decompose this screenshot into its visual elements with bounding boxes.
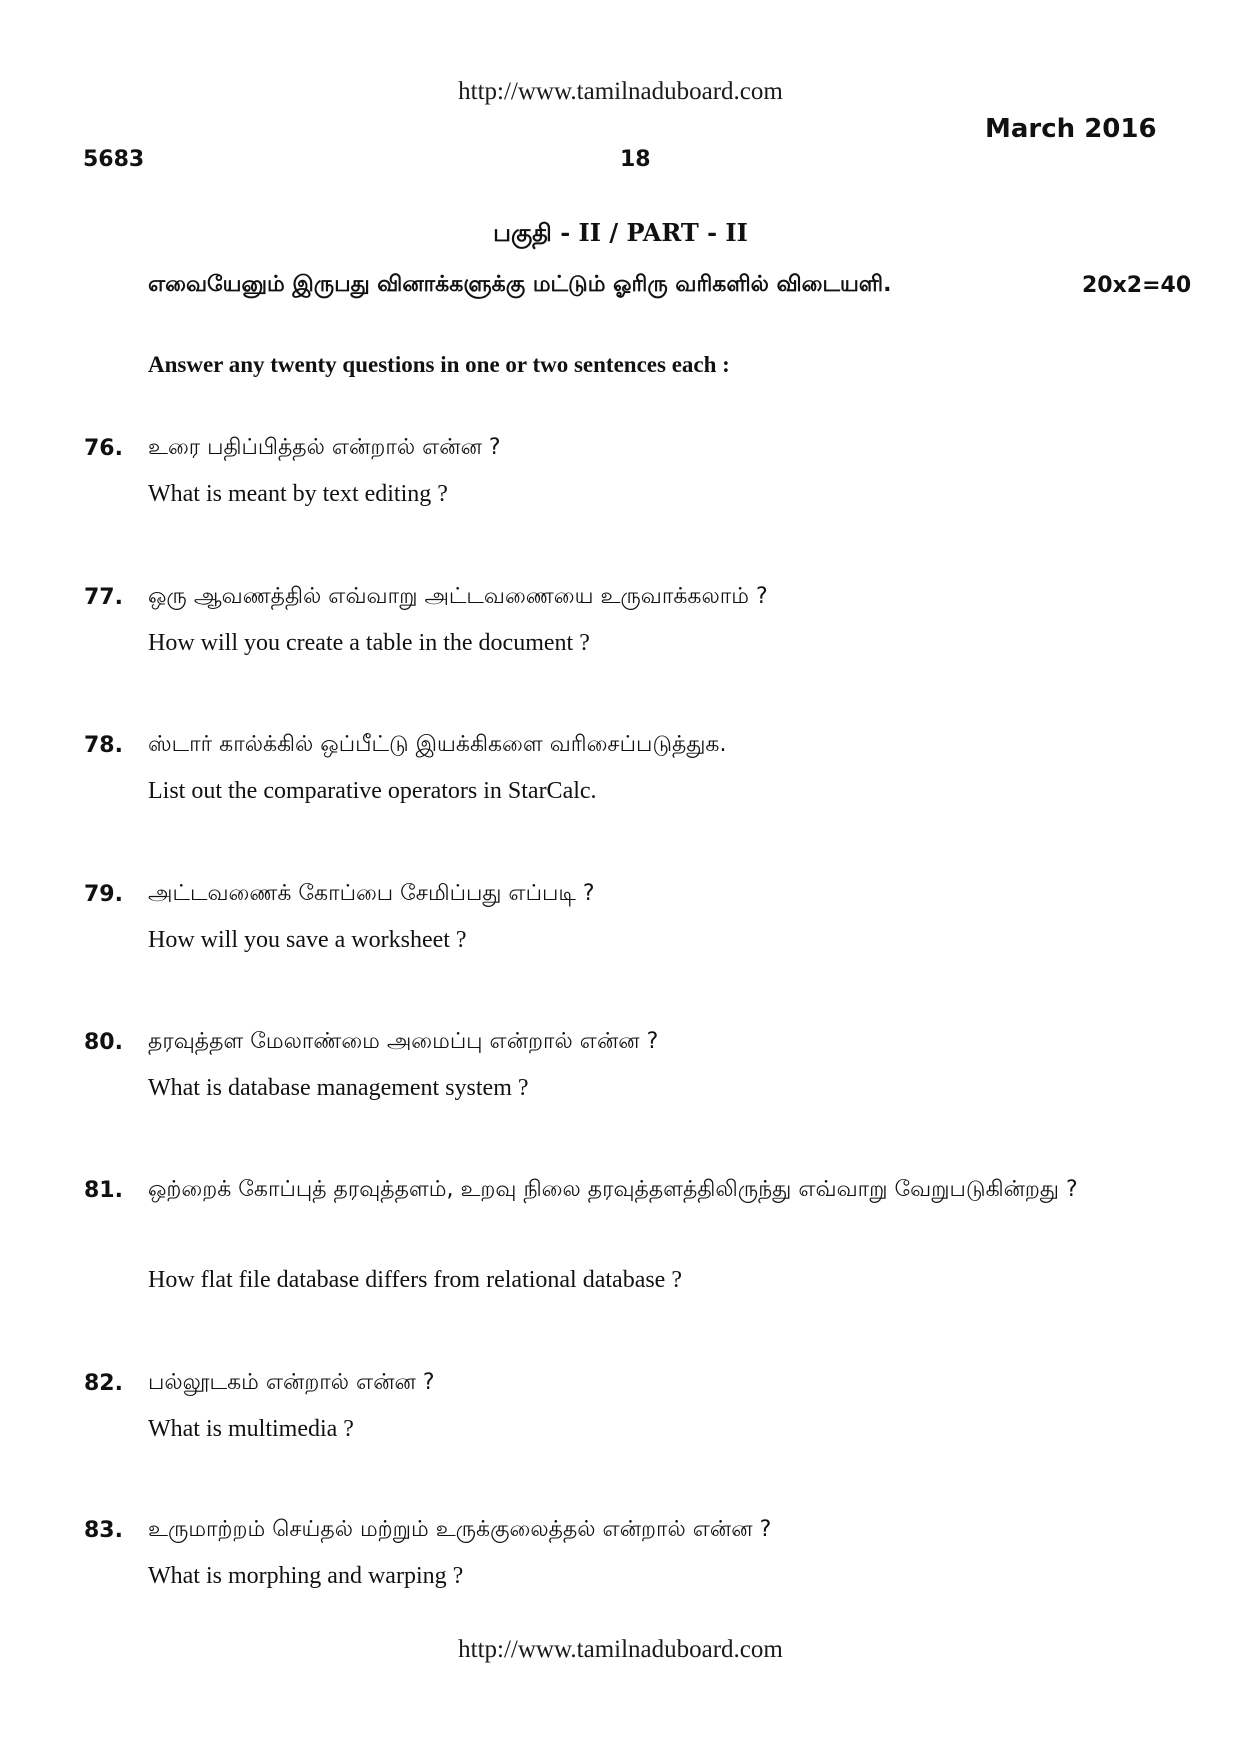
exam-date: March 2016: [985, 114, 1157, 144]
section-heading: பகுதி - II / PART - II: [493, 218, 748, 247]
question-number: 79.: [84, 882, 123, 907]
marks-allocation: 20x2=40: [1082, 273, 1192, 298]
question-text-tamil: பல்லூடகம் என்றால் என்ன ?: [148, 1370, 435, 1395]
question-text-english: List out the comparative operators in StarCalc.: [148, 778, 597, 804]
question-text-tamil: உருமாற்றம் செய்தல் மற்றும் உருக்குலைத்தல் என்றால் என்ன ?: [148, 1517, 772, 1542]
question-text-english: How will you create a table in the document ?: [148, 630, 590, 656]
question-text-tamil: தரவுத்தள மேலாண்மை அமைப்பு என்றால் என்ன ?: [148, 1029, 659, 1054]
instruction-tamil: எவையேனும் இருபது வினாக்களுக்கு மட்டும் ஓரிரு வரிகளில் விடையளி.: [148, 272, 892, 297]
paper-code: 5683: [83, 147, 145, 172]
question-number: 83.: [84, 1518, 123, 1543]
question-text-english: What is meant by text editing ?: [148, 481, 448, 507]
instruction-english: Answer any twenty questions in one or two sentences each :: [148, 352, 730, 377]
question-number: 81.: [84, 1178, 123, 1203]
question-number: 80.: [84, 1030, 123, 1055]
question-text-english: How will you save a worksheet ?: [148, 927, 467, 953]
header-url: http://www.tamilnaduboard.com: [458, 78, 783, 105]
footer-url: http://www.tamilnaduboard.com: [458, 1636, 783, 1663]
question-text-english: What is multimedia ?: [148, 1416, 354, 1442]
question-text-tamil: ஒரு ஆவணத்தில் எவ்வாறு அட்டவணையை உருவாக்கலாம் ?: [148, 584, 768, 609]
question-number: 77.: [84, 585, 123, 610]
question-text-english: What is database management system ?: [148, 1075, 529, 1101]
question-text-tamil: ஸ்டார் கால்க்கில் ஒப்பீட்டு இயக்கிகளை வரிசைப்படுத்துக.: [148, 732, 727, 757]
question-text-tamil: அட்டவணைக் கோப்பை சேமிப்பது எப்படி ?: [148, 881, 595, 906]
question-number: 82.: [84, 1371, 123, 1396]
question-text-english: How flat file database differs from relational database ?: [148, 1267, 682, 1293]
question-text-tamil: ஒற்றைக் கோப்புத் தரவுத்தளம், உறவு நிலை தரவுத்தளத்திலிருந்து எவ்வாறு வேறுபடுகின்றது ?: [148, 1177, 1078, 1202]
question-text-english: What is morphing and warping ?: [148, 1563, 464, 1589]
question-number: 76.: [84, 436, 123, 461]
page-number: 18: [620, 147, 651, 172]
question-text-tamil: உரை பதிப்பித்தல் என்றால் என்ன ?: [148, 435, 501, 460]
question-number: 78.: [84, 733, 123, 758]
